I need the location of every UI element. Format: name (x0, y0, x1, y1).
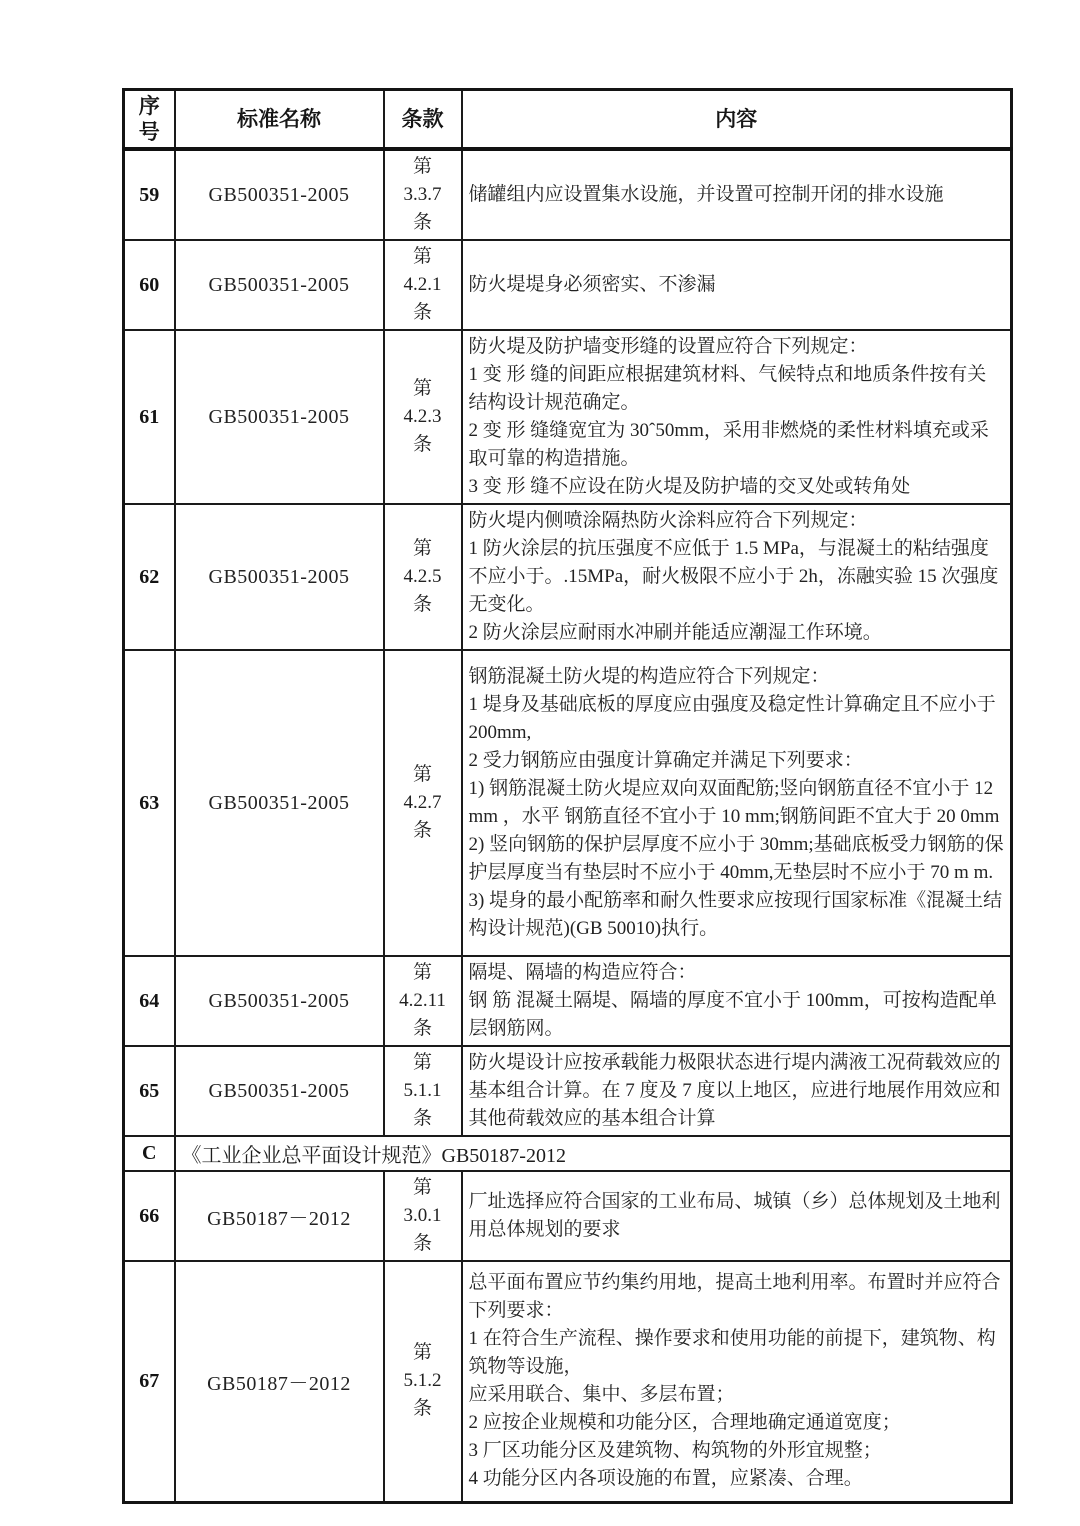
content-text: 钢筋混凝土防火堤的构造应符合下列规定： 1 堤身及基础底板的厚度应由强度及稳定性计算确定且不应小于 200mm, 2 受力钢筋应由强度计算确定并满足下列要求： 1) 钢筋混凝土防火堤应双向双面配筋;竖向钢筋直径不宜小于 12 mm ，水平 钢筋直径不宜小于 10 mm;钢筋间距不宜大于 20 0mm 2) 竖向钢筋的保护层厚度不应小于 30mm;基础底板受力钢筋的保护层厚度当有垫层时不应小于 40mm,无垫层时不应小于 70 m m. 3) 堤身的最小配筋率和耐久性要求应按现行国家标准《混凝土结构设计规范)(GB 50010)执行。 (462, 650, 1012, 956)
row-number: 66 (124, 1171, 175, 1261)
standard-name: GB50187－2012 (175, 1171, 384, 1261)
row-number: 59 (124, 149, 175, 240)
table-row (124, 504, 1012, 650)
table-row (124, 149, 1012, 240)
header-content: 内容 (462, 90, 1012, 150)
table-row (124, 650, 1012, 956)
standards-table (122, 88, 1013, 1504)
table-row (124, 1046, 1012, 1136)
table-row (124, 1171, 1012, 1261)
clause-ref: 第 3.3.7 条 (384, 149, 462, 240)
standard-name: GB500351-2005 (175, 240, 384, 330)
content-text: 厂址选择应符合国家的工业布局、城镇（乡）总体规划及土地利用总体规划的要求 (462, 1171, 1012, 1261)
table-row (124, 1261, 1012, 1502)
content-text: 防火堤内侧喷涂隔热防火涂料应符合下列规定： 1 防火涂层的抗压强度不应低于 1.5 MPa，与混凝土的粘结强度不应小于。.15MPa，耐火极限不应小于 2h，冻融实验 15 次强度无变化。 2 防火涂层应耐雨水冲刷并能适应潮湿工作环境。 (462, 504, 1012, 650)
standard-name: GB500351-2005 (175, 149, 384, 240)
content-text: 隔堤、隔墙的构造应符合： 钢 筋 混凝土隔堤、隔墙的厚度不宜小于 100mm，可按构造配单层钢筋网。 (462, 956, 1012, 1046)
content-text: 防火堤设计应按承载能力极限状态进行堤内满液工况荷载效应的基本组合计算。在 7 度及 7 度以上地区，应进行地展作用效应和其他荷载效应的基本组合计算 (462, 1046, 1012, 1136)
section-title: 《工业企业总平面设计规范》GB50187-2012 (175, 1136, 1012, 1171)
table-header-row (124, 90, 1012, 150)
standard-name: GB500351-2005 (175, 330, 384, 504)
row-number: 67 (124, 1261, 175, 1502)
section-row (124, 1136, 1012, 1171)
table-row (124, 956, 1012, 1046)
clause-ref: 第 4.2.1 条 (384, 240, 462, 330)
content-text: 储罐组内应设置集水设施，并设置可控制开闭的排水设施 (462, 149, 1012, 240)
standard-name: GB500351-2005 (175, 956, 384, 1046)
content-text: 总平面布置应节约集约用地，提高土地利用率。布置时并应符合下列要求： 1 在符合生产流程、操作要求和使用功能的前提下，建筑物、构筑物等设施， 应采用联合、集中、多层布置； 2 应按企业规模和功能分区，合理地确定通道宽度； 3 厂区功能分区及建筑物、构筑物的外形宜规整； 4 功能分区内各项设施的布置，应紧凑、合理。 (462, 1261, 1012, 1502)
section-letter: C (124, 1136, 175, 1171)
clause-ref: 第 4.2.3 条 (384, 330, 462, 504)
row-number: 61 (124, 330, 175, 504)
table-row (124, 240, 1012, 330)
content-text: 防火堤及防护墙变形缝的设置应符合下列规定： 1 变 形 缝的间距应根据建筑材料、气候特点和地质条件按有关结构设计规范确定。 2 变 形 缝缝宽宜为 30ˆ50mm，采用非燃烧的柔性材料填充或采取可靠的构造措施。 3 变 形 缝不应设在防火堤及防护墙的交叉处或转角处 (462, 330, 1012, 504)
row-number: 63 (124, 650, 175, 956)
clause-ref: 第 5.1.2 条 (384, 1261, 462, 1502)
row-number: 65 (124, 1046, 175, 1136)
row-number: 64 (124, 956, 175, 1046)
header-serial-number: 序 号 (124, 90, 175, 150)
standard-name: GB500351-2005 (175, 504, 384, 650)
header-clause: 条款 (384, 90, 462, 150)
standard-name: GB50187－2012 (175, 1261, 384, 1502)
content-text: 防火堤堤身必须密实、不渗漏 (462, 240, 1012, 330)
standard-name: GB500351-2005 (175, 650, 384, 956)
row-number: 62 (124, 504, 175, 650)
table-row (124, 330, 1012, 504)
header-standard-name: 标准名称 (175, 90, 384, 150)
row-number: 60 (124, 240, 175, 330)
clause-ref: 第 4.2.5 条 (384, 504, 462, 650)
clause-ref: 第 4.2.11 条 (384, 956, 462, 1046)
clause-ref: 第 4.2.7 条 (384, 650, 462, 956)
clause-ref: 第 3.0.1 条 (384, 1171, 462, 1261)
clause-ref: 第 5.1.1 条 (384, 1046, 462, 1136)
standard-name: GB500351-2005 (175, 1046, 384, 1136)
